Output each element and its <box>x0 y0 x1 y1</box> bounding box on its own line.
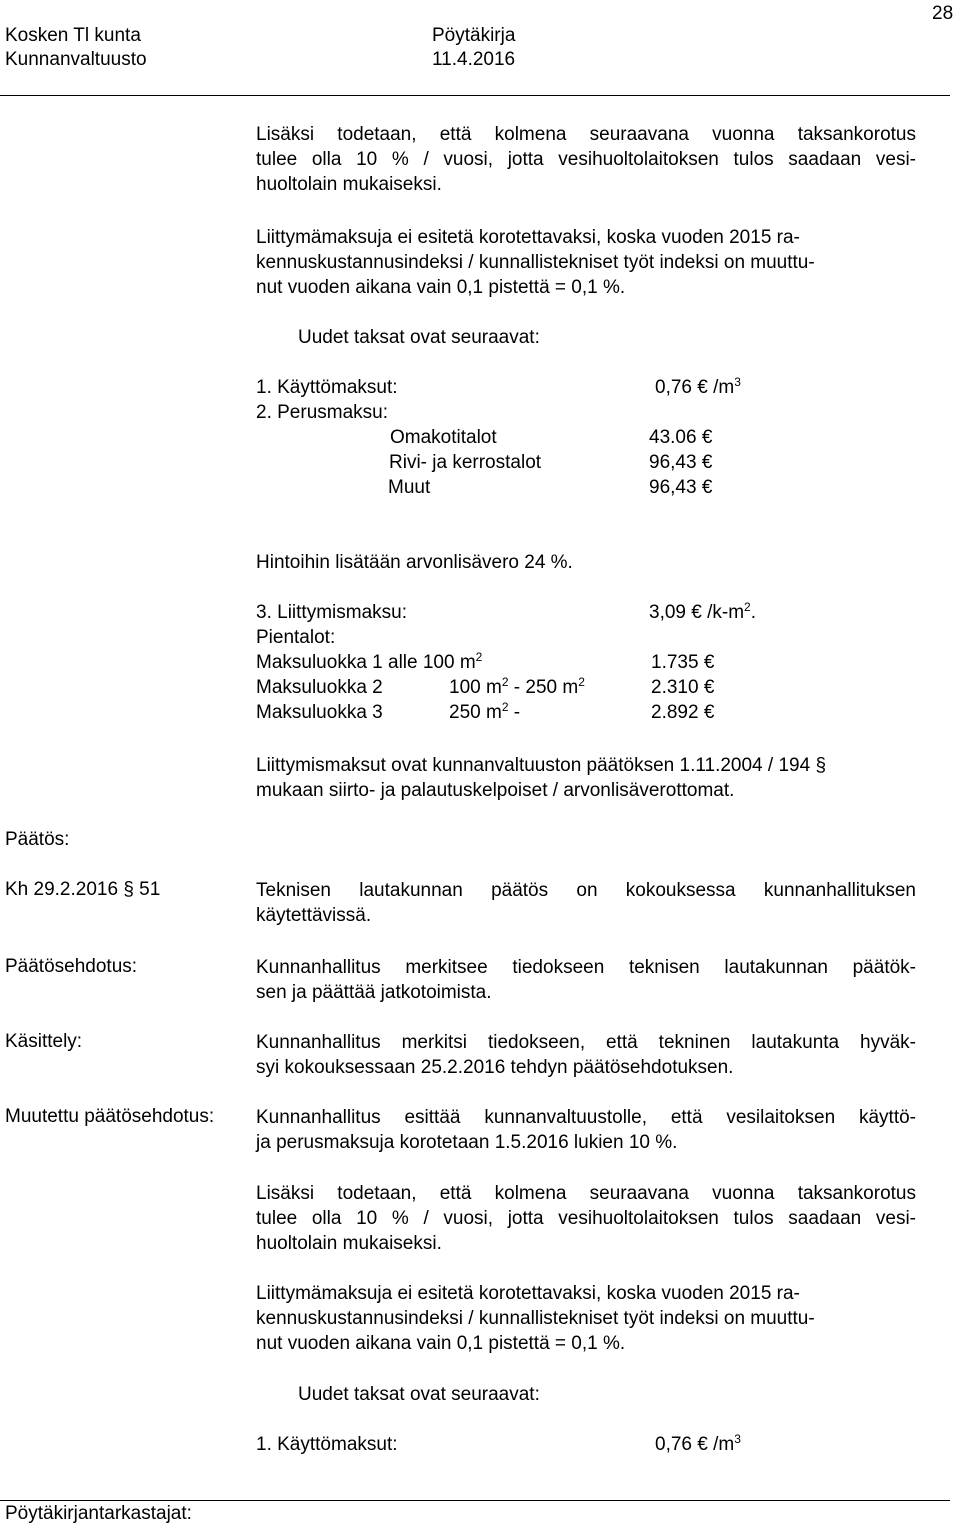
fee-class-2-range: 100 $m^2 - 250$ $m^2$ <box>449 675 585 698</box>
usage-fee-value: 0,76 € $/m^3$ <box>655 375 741 398</box>
top-paragraph-1: Lisäksi todetaan, että kolmena seuraavana vuonna taksankorotus tulee olla 10 % / vuosi, jotta vesihuoltolaitoksen tulos saadaan vesi- huoltolain mukaiseksi. <box>256 124 916 195</box>
usage-fee-label: 1. Käyttömaksut: <box>256 377 398 398</box>
minutes-checkers-label: Pöytäkirjantarkastajat: <box>5 1503 192 1524</box>
decision-label: Päätös: <box>5 829 70 850</box>
fee-class-3-range: 250 $m^2$ - <box>449 700 521 723</box>
base-fee-detached-label: Omakotitalot <box>390 427 497 448</box>
amended-proposal-label: Muutettu päätösehdotus: <box>5 1106 215 1127</box>
fee-class-3-value: 2.892 € <box>651 702 715 723</box>
document-type: Pöytäkirja <box>432 25 516 46</box>
page-number: 28 <box>932 3 954 24</box>
council-name: Kunnanvaltuusto <box>5 49 147 70</box>
base-fee-detached-value: 43.06 € <box>649 427 713 448</box>
handling-text: Kunnanhallitus merkitsi tiedokseen, että tekninen lautakunta hyväk- syi kokouksessaan 25.2.2016 tehdyn päätösehdotuksen. <box>256 1032 916 1078</box>
bottom-new-rates-heading: Uudet taksat ovat seuraavat: <box>298 1384 540 1405</box>
meeting-date: 11.4.2016 <box>432 49 516 70</box>
fee-class-2-name: Maksuluokka 2 <box>256 677 383 698</box>
header-rule <box>0 95 950 96</box>
base-fee-terraced-label: Rivi- ja kerrostalot <box>389 452 542 473</box>
fee-class-2-value: 2.310 € <box>651 677 715 698</box>
connection-fee-note: Liittymismaksut ovat kunnanvaltuuston päätöksen 1.11.2004 / 194 § mukaan siirto- ja palautuskelpoiset / arvonlisäverottomat. <box>256 755 827 801</box>
bottom-usage-fee-value: 0,76 € $/m^3$ <box>655 1432 741 1455</box>
proposal-label: Päätösehdotus: <box>5 956 138 977</box>
amended-proposal-text: Kunnanhallitus esittää kunnanvaltuustolle, että vesilaitoksen käyttö- ja perusmaksuja korotetaan 1.5.2016 lukien 10 %. <box>256 1107 916 1153</box>
connection-fee-label: 3. Liittymismaksu: <box>256 602 407 623</box>
proposal-text: Kunnanhallitus merkitsee tiedokseen teknisen lautakunnan päätök- sen ja päättää jatkotoimista. <box>256 957 916 1003</box>
top-paragraph-2: Liittymämaksuja ei esitetä korotettavaksi, koska vuoden 2015 ra- kennuskustannusindeksi / kunnallistekniset työt indeksi on muuttu- nut vuoden aikana vain 0,1 pistettä = 0,1 %. <box>256 227 815 298</box>
base-fee-terraced-value: 96,43 € <box>649 452 713 473</box>
base-fee-label: 2. Perusmaksu: <box>256 402 388 423</box>
fee-class-1-value: 1.735 € <box>651 652 715 673</box>
bottom-paragraph-1: Lisäksi todetaan, että kolmena seuraavana vuonna taksankorotus tulee olla 10 % / vuosi, jotta vesihuoltolaitoksen tulos saadaan vesi- huoltolain mukaiseksi. <box>256 1183 916 1254</box>
municipality-name: Kosken Tl kunta <box>5 25 141 46</box>
bottom-usage-fee-label: 1. Käyttömaksut: <box>256 1434 398 1455</box>
board-reference: Kh 29.2.2016 § 51 <box>5 879 161 900</box>
bottom-paragraph-2: Liittymämaksuja ei esitetä korotettavaksi, koska vuoden 2015 ra- kennuskustannusindeksi / kunnallistekniset työt indeksi on muuttu- nut vuoden aikana vain 0,1 pistettä = 0,1 %. <box>256 1283 815 1354</box>
handling-label: Käsittely: <box>5 1031 83 1052</box>
footer-rule <box>0 1500 950 1501</box>
base-fee-other-label: Muut <box>388 477 431 498</box>
connection-fee-value: 3,09 € $/k-m^2$. <box>649 600 757 623</box>
vat-note: Hintoihin lisätään arvonlisävero 24 %. <box>256 552 573 573</box>
fee-class-1-name: Maksuluokka 1 alle 100 $m^2$ <box>256 650 483 673</box>
detached-houses-label: Pientalot: <box>256 627 336 648</box>
new-rates-heading: Uudet taksat ovat seuraavat: <box>298 327 540 348</box>
board-text: Teknisen lautakunnan päätös on kokouksessa kunnanhallituksen käytettävissä. <box>256 880 916 926</box>
fee-class-3-name: Maksuluokka 3 <box>256 702 383 723</box>
base-fee-other-value: 96,43 € <box>649 477 713 498</box>
